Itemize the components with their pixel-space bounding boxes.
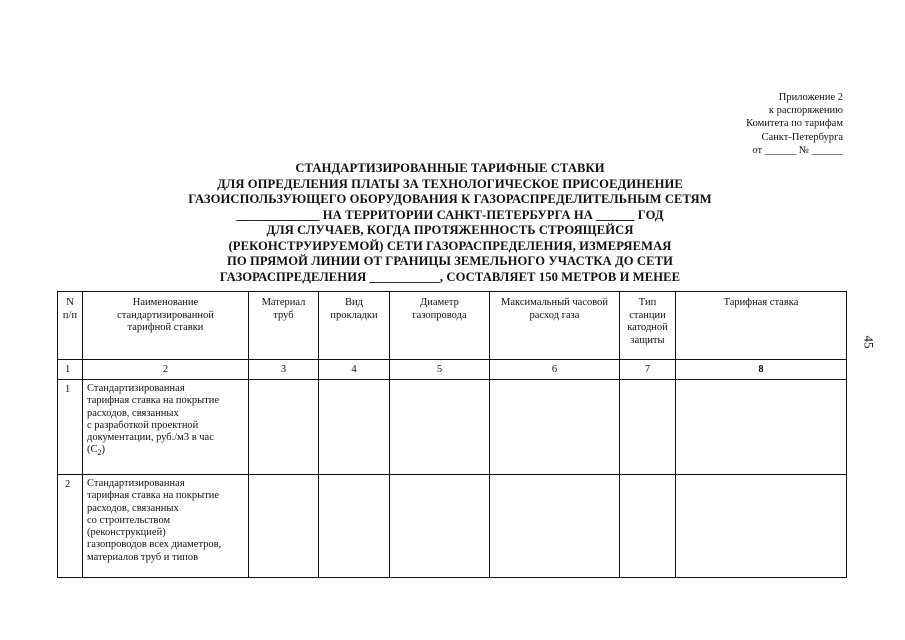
column-number: 2: [83, 360, 249, 380]
title-line: СТАНДАРТИЗИРОВАННЫЕ ТАРИФНЫЕ СТАВКИ: [295, 161, 605, 175]
max-flow-cell: [490, 475, 620, 578]
cathodic-type-cell: [620, 475, 676, 578]
appendix-caption: [623, 91, 843, 157]
table-row: [58, 475, 847, 578]
pipe-material-cell: [249, 380, 319, 475]
column-number: 3: [249, 360, 319, 380]
column-number: 6: [490, 360, 620, 380]
column-number: 1: [58, 360, 83, 380]
header-pipe-material: Материал труб: [249, 292, 319, 360]
tariff-rates-table: [57, 291, 847, 578]
appendix-date-number-line: от ______ № ______: [752, 144, 843, 156]
table-header-row: [58, 292, 847, 360]
rate-name-cell: Стандартизированная тарифная ставка на покрытие расходов, связанных с разработкой проектной документации, руб./м3 в час $(C_2)$: [83, 380, 249, 475]
column-number: 5: [390, 360, 490, 380]
title-line: ДЛЯ ОПРЕДЕЛЕНИЯ ПЛАТЫ ЗА ТЕХНОЛОГИЧЕСКОЕ ПРИСОЕДИНЕНИЕ: [217, 176, 683, 191]
title-line: ГАЗОРАСПРЕДЕЛЕНИЯ ___________, СОСТАВЛЯЕТ 150 МЕТРОВ И МЕНЕЕ: [219, 269, 681, 284]
column-number-row: [58, 360, 847, 380]
laying-type-cell: [319, 475, 390, 578]
pipe-material-cell: [249, 475, 319, 578]
title-line: ДЛЯ СЛУЧАЕВ, КОГДА ПРОТЯЖЕННОСТЬ СТРОЯЩЕЙСЯ: [266, 223, 634, 237]
row-number: 1: [58, 380, 83, 475]
diameter-cell: [390, 475, 490, 578]
title-line: ПО ПРЯМОЙ ЛИНИИ ОТ ГРАНИЦЫ ЗЕМЕЛЬНОГО УЧАСТКА ДО СЕТИ: [226, 254, 673, 268]
title-line: (РЕКОНСТРУИРУЕМОЙ) СЕТИ ГАЗОРАСПРЕДЕЛЕНИЯ, ИЗМЕРЯЕМАЯ: [228, 238, 672, 253]
appendix-line: к распоряжению: [768, 105, 843, 117]
document-title: [150, 161, 750, 285]
column-number: 8: [676, 360, 847, 380]
title-line: _____________ НА ТЕРРИТОРИИ САНКТ-ПЕТЕРБУРГА НА ______ ГОД: [236, 207, 664, 222]
column-number: 4: [319, 360, 390, 380]
cathodic-type-cell: [620, 380, 676, 475]
header-cathodic-station-type: Тип станции катодной защиты: [620, 292, 676, 360]
header-max-gas-flow: Максимальный часовой расход газа: [490, 292, 620, 360]
row-number: 2: [58, 475, 83, 578]
rate-symbol: $(C_2)$: [87, 444, 106, 458]
header-rate-name: Наименование стандартизированной тарифной ставки: [83, 292, 249, 360]
appendix-line: Санкт-Петербурга: [761, 131, 843, 143]
appendix-line: Комитета по тарифам: [746, 118, 843, 130]
table-row: [58, 380, 847, 475]
max-flow-cell: [490, 380, 620, 475]
page-number: 45: [861, 335, 877, 349]
header-laying-type: Вид прокладки: [319, 292, 390, 360]
header-tariff-rate: Тарифная ставка: [676, 292, 847, 360]
appendix-line: Приложение 2: [778, 92, 843, 103]
header-pipeline-diameter: Диаметр газопровода: [390, 292, 490, 360]
rate-name-cell: Стандартизированная тарифная ставка на покрытие расходов, связанных со строительством (реконструкцией) газопроводов всех диаметров, материалов труб и типов: [83, 475, 249, 578]
tariff-rate-cell: [676, 380, 847, 475]
title-line: ГАЗОИСПОЛЬЗУЮЩЕГО ОБОРУДОВАНИЯ К ГАЗОРАСПРЕДЕЛИТЕЛЬНЫМ СЕТЯМ: [188, 192, 712, 206]
diameter-cell: [390, 380, 490, 475]
column-number: 7: [620, 360, 676, 380]
tariff-rate-cell: [676, 475, 847, 578]
header-row-number: N п/п: [58, 292, 83, 360]
laying-type-cell: [319, 380, 390, 475]
